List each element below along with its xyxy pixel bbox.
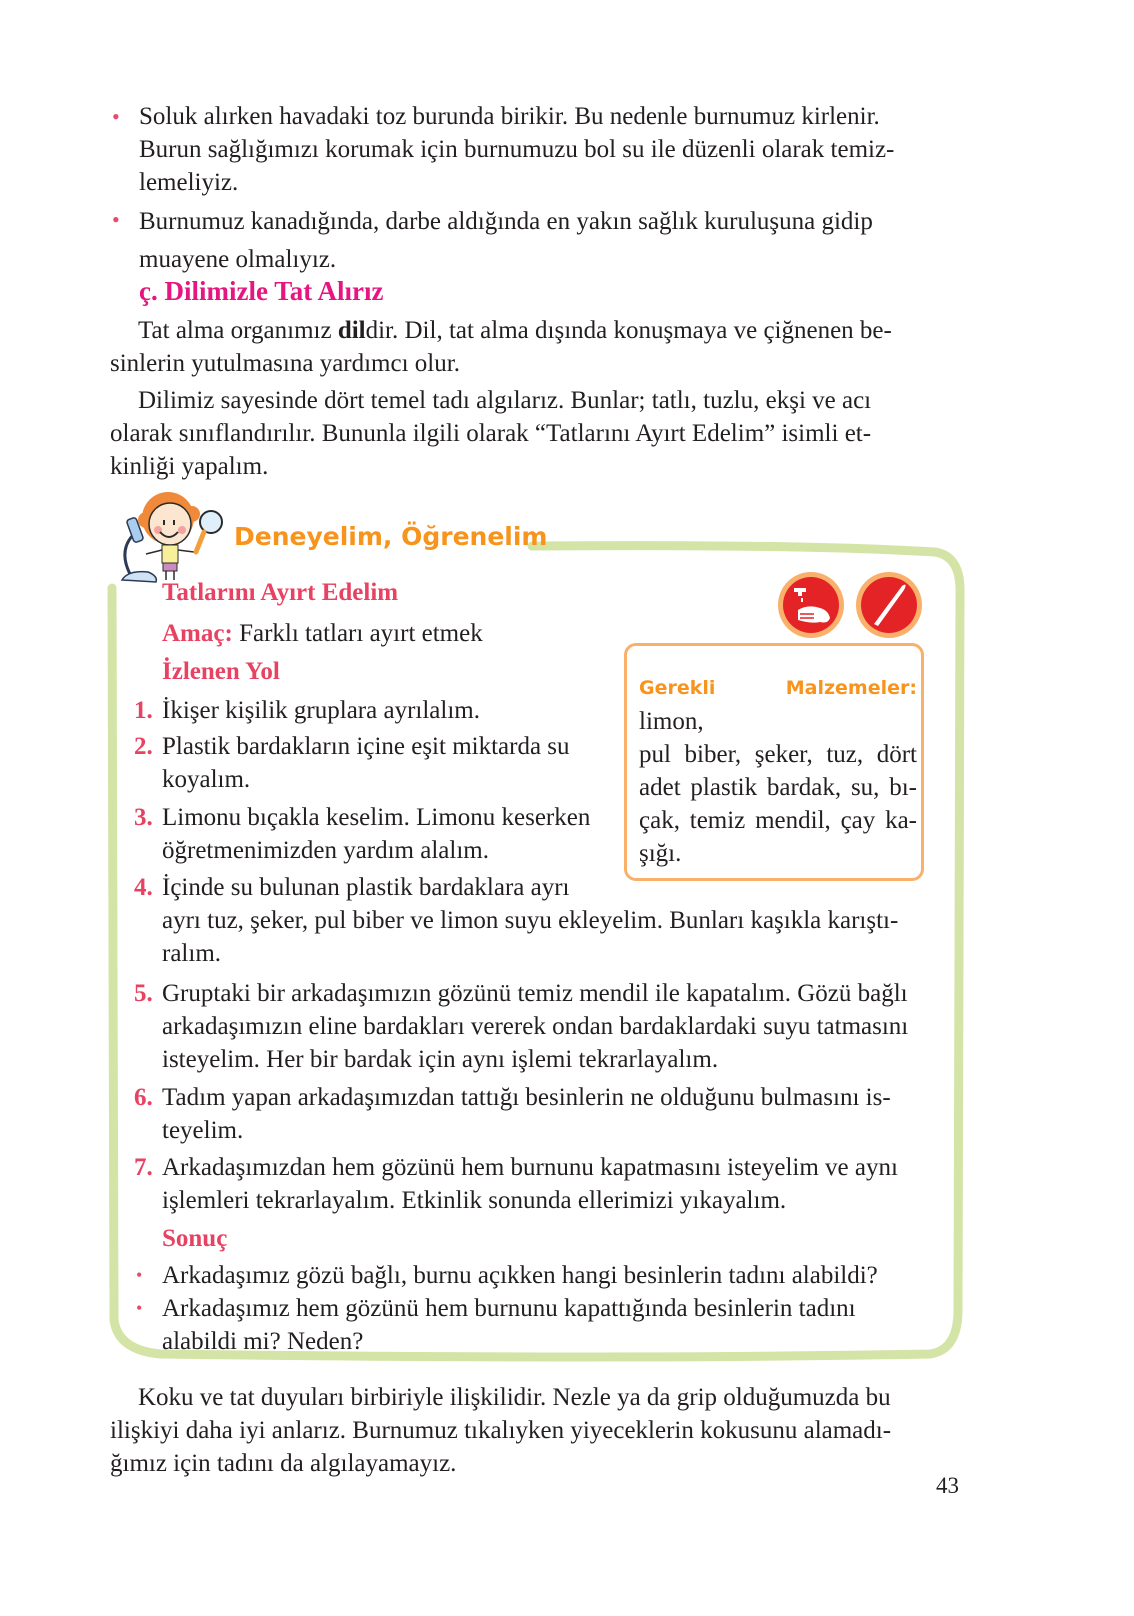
materials-line: pul biber, şeker, tuz, dört (639, 741, 917, 768)
text-run: dir. Dil, tat alma dışında konuşmaya ve çiğnenen be- (365, 317, 892, 344)
text-line: Dilimiz sayesinde dört temel tadı algılarız. Bunlar; tatlı, tuzlu, ekşi ve acı (138, 387, 872, 414)
step-line: Gruptaki bir arkadaşımızın gözünü temiz mendil ile kapatalım. Gözü bağlı (162, 980, 908, 1007)
step-line: İkişer kişilik gruplara ayrılalım. (162, 697, 480, 724)
bullet-line: alabildi mi? Neden? (162, 1328, 364, 1355)
step-number: 5. (134, 980, 153, 1007)
result-heading: Sonuç (162, 1225, 228, 1252)
materials-label: Gerekli Malzemeler: (639, 677, 917, 699)
step-item (134, 730, 604, 796)
text-line: kinliği yapalım. (110, 453, 269, 480)
text-line: olarak sınıflandırılır. Bununla ilgili olarak “Tatlarını Ayırt Edelim” isimli et- (110, 420, 872, 447)
step-line: Plastik bardakların içine eşit miktarda su (162, 733, 570, 760)
step-line: Tadım yapan arkadaşımızdan tattığı besinlerin ne olduğunu bulmasını is- (162, 1084, 891, 1111)
step-number: 7. (134, 1154, 153, 1181)
step-line: İçinde su bulunan plastik bardaklara ayrı (162, 874, 570, 901)
step-line: Arkadaşımızdan hem gözünü hem burnunu kapatmasını isteyelim ve aynı (162, 1154, 898, 1181)
materials-line: şığı. (639, 840, 682, 867)
bullet-line: Burnumuz kanadığında, darbe aldığında en yakın sağlık kuruluşuna gidip (139, 208, 873, 235)
step-item (134, 871, 940, 970)
bullet-icon: • (112, 207, 120, 232)
text-line: Koku ve tat duyuları birbiriyle ilişkilidir. Nezle ya da grip olduğumuzda bu (138, 1384, 891, 1411)
step-line: işlemleri tekrarlayalım. Etkinlik sonunda ellerimizi yıkayalım. (162, 1187, 787, 1214)
step-item (134, 1151, 940, 1217)
scientist-girl-illustration (108, 490, 228, 590)
closing-paragraph (110, 1381, 972, 1480)
step-line: ayrı tuz, şeker, pul biber ve limon suyu ekleyelim. Bunları kaşıkla karıştı- (162, 907, 899, 934)
step-line: ralım. (162, 940, 222, 967)
activity-banner-title: Deneyelim, Öğrenelim (234, 522, 548, 551)
section-paragraph-2 (110, 384, 972, 483)
bullet-line: Arkadaşımız gözü bağlı, burnu açıkken hangi besinlerin tadını alabildi? (162, 1262, 878, 1289)
bullet-line: muayene olmalıyız. (139, 246, 337, 273)
step-line: koyalım. (162, 766, 251, 793)
bullet-line: Soluk alırken havadaki toz burunda birikir. Bu nedenle burnumuz kirlenir. (139, 103, 880, 130)
hand-washing-icon (778, 572, 844, 638)
result-bullet-item (136, 1292, 942, 1358)
step-item (134, 1081, 940, 1147)
step-number: 4. (134, 874, 153, 901)
activity-aim (162, 617, 483, 650)
bold-term: dil (337, 317, 366, 344)
section-paragraph-1 (110, 314, 972, 380)
materials-line: adet plastik bardak, su, bı- (639, 774, 917, 801)
result-bullet-item (136, 1259, 942, 1292)
step-item (134, 694, 614, 727)
bullet-item (112, 203, 972, 279)
materials-box (624, 643, 924, 881)
step-line: teyelim. (162, 1117, 244, 1144)
step-number: 1. (134, 697, 153, 724)
bullet-item (112, 100, 972, 199)
bullet-line: Burun sağlığımızı korumak için burnumuzu bol su ile düzenli olarak temiz- (139, 136, 895, 163)
aim-label: Amaç: (162, 620, 233, 647)
text-line: sinlerin yutulmasına yardımcı olur. (110, 350, 460, 377)
materials-text: limon, (639, 708, 704, 735)
step-number: 3. (134, 804, 153, 831)
mascot-icon (108, 490, 228, 590)
step-line: arkadaşımızın eline bardakları vererek ondan bardaklardaki suyu tatmasını (162, 1013, 909, 1040)
step-number: 2. (134, 733, 153, 760)
step-number: 6. (134, 1084, 153, 1111)
step-line: isteyelim. Her bir bardak için aynı işlemi tekrarlayalım. (162, 1046, 719, 1073)
bullet-line: lemeliyiz. (139, 169, 239, 196)
step-line: Limonu bıçakla keselim. Limonu keserken (162, 804, 591, 831)
method-heading: İzlenen Yol (162, 658, 280, 685)
knife-icon (856, 572, 922, 638)
page-number: 43 (936, 1473, 959, 1498)
section-heading: ç. Dilimizle Tat Alırız (139, 276, 384, 306)
activity-title: Tatlarını Ayırt Edelim (162, 579, 399, 606)
step-item (134, 801, 604, 867)
materials-line: çak, temiz mendil, çay ka- (639, 807, 917, 834)
step-line: öğretmenimizden yardım alalım. (162, 837, 489, 864)
bullet-line: Arkadaşımız hem gözünü hem burnunu kapattığında besinlerin tadını (162, 1295, 856, 1322)
text-run: Tat alma organımız (138, 317, 338, 344)
text-line: ilişkiyi daha iyi anlarız. Burnumuz tıkalıyken yiyeceklerin kokusunu alamadı- (110, 1417, 892, 1444)
bullet-icon: • (112, 104, 120, 129)
safety-icons (776, 570, 928, 638)
aim-text: Farklı tatları ayırt etmek (232, 620, 483, 647)
text-line: ğımız için tadını da algılayamayız. (110, 1450, 457, 1477)
bullet-icon: • (136, 1298, 143, 1318)
bullet-icon: • (136, 1265, 143, 1285)
step-item (134, 977, 940, 1076)
